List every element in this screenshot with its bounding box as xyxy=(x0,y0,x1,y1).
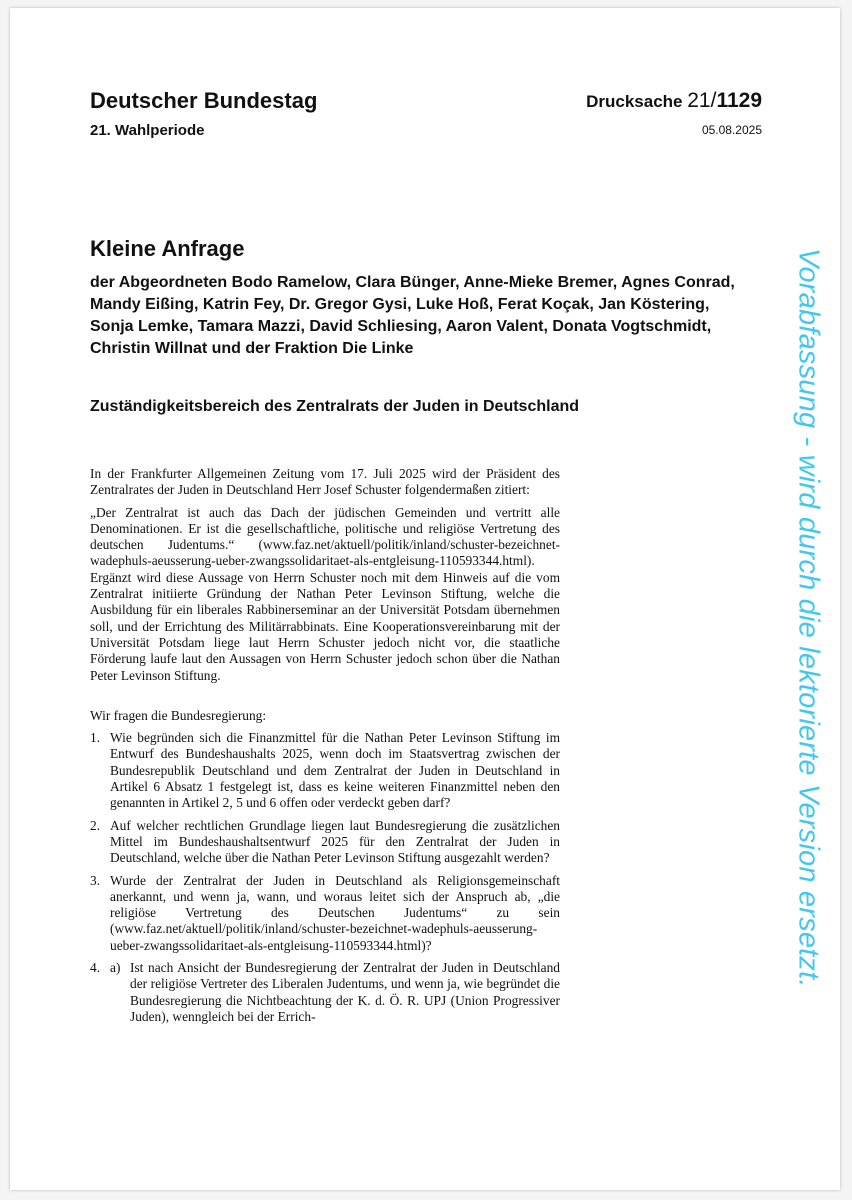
question-list xyxy=(90,730,560,1025)
question-number: 1. xyxy=(90,730,101,746)
anfrage-title: Kleine Anfrage xyxy=(90,236,245,261)
anfrage-subject: Zuständigkeitsbereich des Zentralrats der Juden in Deutschland xyxy=(90,398,580,415)
drucksache-prefix: 21/ xyxy=(687,89,717,112)
question-intro: Wir fragen die Bundesregierung: xyxy=(90,707,267,723)
list-item xyxy=(90,960,560,1025)
question-text: Ist nach Ansicht der Bundesregierung der Zentralrat der Juden in Deutschland der religiöse Vertreter des Liberalen Judentums, und wenn ja, wie begründet die Bundesregierung die Nichtbeachtung der K. d. Ö. R. UPJ (Union Progressiver Juden), wenngleich bei der Errich- xyxy=(130,960,560,1024)
question-text: Wurde der Zentralrat der Juden in Deutschland als Religionsgemeinschaft anerkannt, und wenn ja, wann, und woraus leitet sich der Anspruch ab, „die religiöse Vertretung des Deutschen Judentums“ zu sein (www.faz.net/aktuell/politik/inland/schuster-bezeichnet-wadephuls-aeusserung-ueber-zwangssolidaritaet-als-entgleisung-110593344.html)? xyxy=(110,872,560,953)
header-right xyxy=(586,88,762,137)
question-number: 2. xyxy=(90,817,101,833)
list-item xyxy=(90,730,560,811)
document-date: 05.08.2025 xyxy=(701,123,762,137)
electoral-period: 21. Wahlperiode xyxy=(90,122,205,139)
header-left xyxy=(90,88,317,139)
watermark xyxy=(778,146,838,1090)
document-page xyxy=(10,8,840,1190)
quote-paragraph: „Der Zentralrat ist auch das Dach der jüdischen Gemeinden und vertritt alle Denominationen. Er ist die gesellschaftliche, politische und religiöse Vertretung des deutschen Judentums.“ (www.faz.net/aktuell/politik/inland/schuster-bezeichnet-wadephuls-aeusserung-ueber-zwangssolidaritaet-als-entgleisung-110593344.html). Ergänzt wird diese Aussage von Herrn Schuster noch mit dem Hinweis auf die vom Zentralrat initiierte Gründung der Nathan Peter Levinson Stiftung, welche die Ausbildung für ein liberales Rabbinerseminar an der Universität Potsdam übernehmen soll, und der Errichtung des Militärrabbinats. Eine Kooperationsvereinbarung mit der Universität Potsdam liege laut Herrn Schuster jedoch nicht vor, die staatliche Förderung laufe laut den Aussagen von Herrn Schuster jedoch schon über die Nathan Peter Levinson Stiftung. xyxy=(90,504,560,683)
question-text: Wie begründen sich die Finanzmittel für die Nathan Peter Levinson Stiftung im Entwurf des Bundeshaushalts 2025, wenn doch im Staatsvertrag zwischen der Bundesrepublik Deutschland und dem Zentralrat der Juden in Deutschland in Artikel 6 Absatz 1 festgelegt ist, dass es keine weiteren Finanzmittel neben den genannten in Artikel 2, 5 und 6 offen oder verdeckt geben darf? xyxy=(110,730,560,811)
list-item xyxy=(90,873,560,954)
question-text: Auf welcher rechtlichen Grundlage liegen laut Bundesregierung die zusätzlichen Mittel im Bundeshaushaltsentwurf 2025 für den Zentralrat der Juden in Deutschland, welche über die Nathan Peter Levinson Stiftung ausgezahlt werden? xyxy=(110,817,560,866)
parliament-title: Deutscher Bundestag xyxy=(90,88,318,113)
drucksache-id: 1129 xyxy=(716,89,762,112)
watermark-text: Vorabfassung - wird durch die lektorierte Version ersetzt. xyxy=(792,248,825,988)
sub-question-label: a) xyxy=(110,960,121,976)
question-number: 4. xyxy=(90,960,101,976)
drucksache-number xyxy=(586,88,762,115)
anfrage-block xyxy=(90,236,750,360)
anfrage-authors: der Abgeordneten Bodo Ramelow, Clara Bünger, Anne-Mieke Bremer, Agnes Conrad, Mandy Eißing, Katrin Fey, Dr. Gregor Gysi, Luke Hoß, Ferat Koçak, Jan Köstering, Sonja Lemke, Tamara Mazzi, David Schliesing, Aaron Valent, Donata Vogtschmidt, Christin Willnat und der Fraktion Die Linke xyxy=(90,274,735,357)
question-number: 3. xyxy=(90,872,101,888)
document-body xyxy=(90,466,560,1031)
drucksache-label: Drucksache xyxy=(586,92,683,111)
list-item xyxy=(90,818,560,867)
intro-paragraph: In der Frankfurter Allgemeinen Zeitung vom 17. Juli 2025 wird der Präsident des Zentralrates der Juden in Deutschland Herr Josef Schuster folgendermaßen zitiert: xyxy=(90,466,560,498)
sub-question xyxy=(110,960,560,1025)
